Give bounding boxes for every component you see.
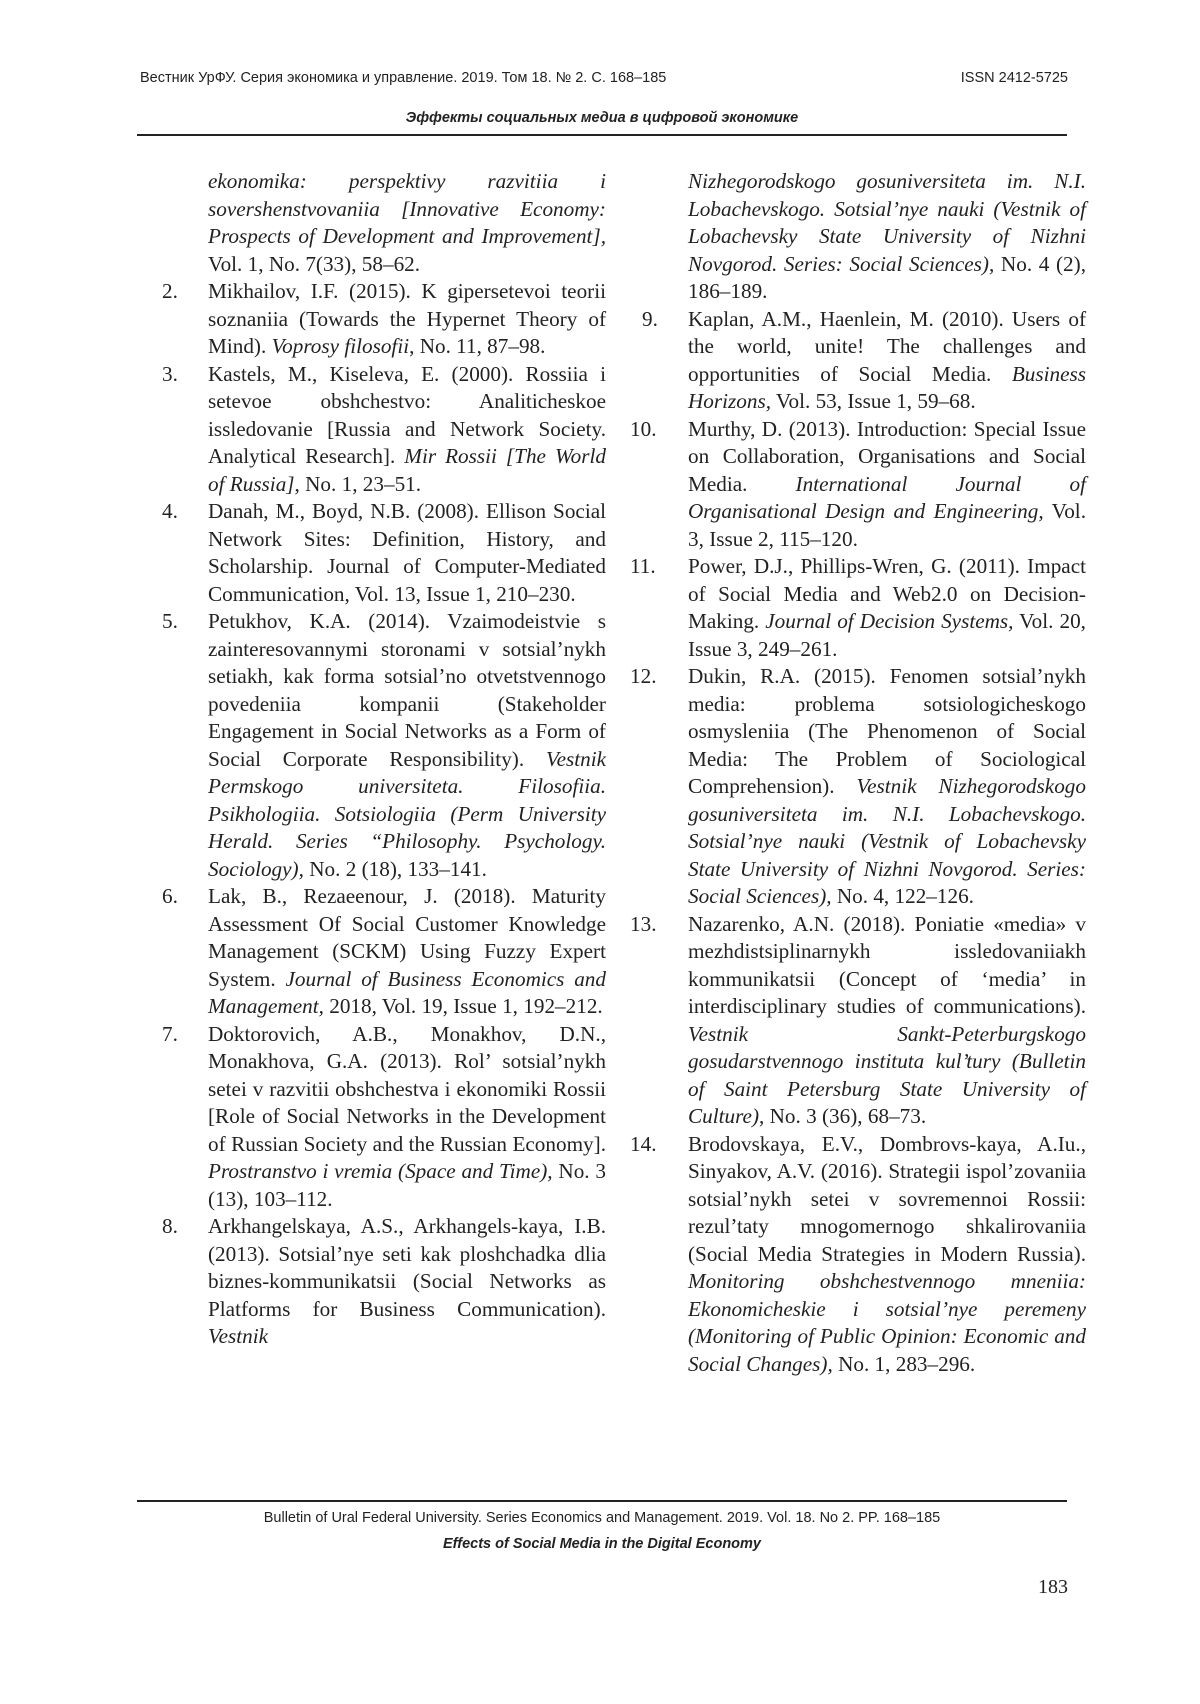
reference-text: Brodovskaya, E.V., Dombrovs-kaya, A.Iu., Sinyakov, A.V. (2016). Strategii ispol’zovaniia sotsial’nykh setei v sovremennoi Rossii: rezul’taty mnogomernogo shkalirovaniia (Social Media Strategies in Modern Russia). bbox=[688, 1131, 1086, 1266]
reference-item bbox=[150, 1213, 606, 1351]
reference-item bbox=[150, 498, 606, 608]
reference-source-italic: Vestnik Sankt-Peterburgskogo gosudarstvennogo instituta kul’tury (Bulletin of Saint Petersburg State University of Culture) bbox=[688, 1021, 1086, 1128]
reference-item bbox=[150, 1021, 606, 1214]
running-header-issn: ISSN 2412-5725 bbox=[960, 70, 1068, 86]
reference-item bbox=[630, 911, 1086, 1131]
reference-item bbox=[150, 361, 606, 499]
reference-text: Lak, B., Rezaeenour, J. (2018). Maturity Assessment Of Social Customer Knowledge Management (SCKM) Using Fuzzy Expert System. bbox=[208, 884, 606, 991]
reference-text: Murthy, D. (2013). Introduction: Special Issue on Collaboration, Organisations and Social Media. bbox=[688, 416, 1086, 496]
reference-source-italic: International Journal of Organisational Design and Engineering, bbox=[688, 471, 1086, 523]
reference-number: 4. bbox=[162, 499, 178, 523]
reference-number: 13. bbox=[630, 911, 657, 936]
reference-text: , No. 3 (36), 68–73. bbox=[759, 1104, 927, 1128]
reference-source-italic: ekonomika: perspektivy razvitiia i sovershenstvovaniia [Innovative Economy: Prospects of Development and Improvement], bbox=[208, 169, 606, 248]
reference-item bbox=[630, 553, 1086, 663]
reference-item bbox=[150, 883, 606, 1021]
reference-number: 6. bbox=[162, 884, 178, 908]
reference-number: 11. bbox=[630, 554, 656, 578]
reference-text: No. 4 (2), 186–189. bbox=[688, 251, 1086, 303]
reference-source-italic: Vestnik Nizhegorodskogo gosuniversiteta im. N.I. Lobachevskogo. Sotsial’nye nauki (Vestnik of Lobachevsky State University of Nizhni Novgorod. Series: Social Sciences), bbox=[688, 774, 1086, 908]
reference-text: Kastels, M., Kiseleva, E. (2000). Rossiia i setevoe obshchestvo: Analiticheskoe issledovanie [Russia and Network Society. Analytical Research]. bbox=[208, 361, 606, 468]
reference-text: Arkhangelskaya, A.S., Arkhangels-kaya, I.B. (2013). Sotsial’nye seti kak ploshchadka dlia biznes-kommunikatsii (Social Networks as Platforms for Business Communication). bbox=[208, 1214, 606, 1321]
reference-text: No. 2 (18), 133–141. bbox=[303, 856, 487, 881]
reference-text: Vol. 20, Issue 3, 249–261. bbox=[688, 609, 1086, 661]
reference-text: Vol. 1, No. 7(33), 58–62. bbox=[208, 251, 421, 276]
page-number: 183 bbox=[1038, 1576, 1068, 1598]
reference-source-italic: Nizhegorodskogo gosuniversiteta im. N.I. Lobachevskogo. Sotsial’nye nauki (Vestnik of Lobachevsky State University of Nizhni Novgorod. Series: Social Sciences), bbox=[688, 169, 1086, 276]
reference-text: No. 3 (13), 103–112. bbox=[208, 1159, 606, 1211]
reference-number: 5. bbox=[162, 609, 178, 633]
reference-source-italic: Business Horizons, bbox=[688, 361, 1086, 413]
reference-text: 2018, Vol. 19, Issue 1, 192–212. bbox=[323, 994, 603, 1018]
running-footer-journal: Bulletin of Ural Federal University. Series Economics and Management. 2019. Vol. 18. No 2. PP. 168–185 bbox=[263, 1510, 941, 1526]
reference-item bbox=[150, 168, 606, 278]
footer-rule bbox=[137, 1500, 1067, 1502]
reference-item bbox=[630, 168, 1086, 306]
references-left-column bbox=[150, 168, 606, 1351]
running-footer-title: Effects of Social Media in the Digital Economy bbox=[443, 1536, 761, 1552]
reference-number: 14. bbox=[630, 1131, 657, 1156]
reference-item bbox=[630, 663, 1086, 911]
reference-source-italic: Vestnik bbox=[208, 1324, 269, 1348]
reference-source-italic: Monitoring obshchestvennogo mneniia: Ekonomicheskie i sotsial’nye peremeny (Monitoring of Public Opinion: Economic and Social Changes), bbox=[688, 1269, 1086, 1376]
reference-source-italic: Mir Rossii [The World of Russia] bbox=[208, 444, 606, 496]
reference-item bbox=[150, 278, 606, 361]
reference-text: Power, D.J., Phillips-Wren, G. (2011). Impact of Social Media and Web2.0 on Decision-Making. bbox=[688, 554, 1086, 633]
reference-text: Danah, M., Boyd, N.B. (2008). Ellison Social Network Sites: Definition, History, and Scholarship. Journal of Computer-Mediated Communication, Vol. 13, Issue 1, 210–230. bbox=[208, 499, 606, 606]
reference-text: , No. 1, 23–51. bbox=[294, 471, 422, 496]
reference-number: 10. bbox=[630, 416, 657, 441]
reference-number: 9. bbox=[642, 306, 658, 331]
reference-text: , No. 11, 87–98. bbox=[409, 334, 546, 358]
reference-text: Petukhov, K.A. (2014). Vzaimodeistvie s zainteresovannymi storonami v sotsial’nykh setiakh, kak forma sotsial’no otvetstvennogo povedeniia kompanii (Stakeholder Engagement in Social Networks as a Form of Social Corporate Responsibility). bbox=[208, 609, 606, 771]
reference-source-italic: Journal of Decision Systems, bbox=[765, 609, 1014, 633]
reference-source-italic: Vestnik Permskogo universiteta. Filosofiia. Psikhologiia. Sotsiologiia (Perm University Herald. Series “Philosophy. Psychology. Sociology), bbox=[208, 746, 606, 881]
references-right-column bbox=[630, 168, 1086, 1378]
header-rule bbox=[137, 134, 1067, 136]
reference-text: Vol. 53, Issue 1, 59–68. bbox=[771, 389, 976, 413]
reference-source-italic: Journal of Business Economics and Management, bbox=[208, 966, 606, 1018]
reference-item bbox=[630, 306, 1086, 416]
reference-number: 12. bbox=[630, 664, 657, 688]
reference-text: Vol. 3, Issue 2, 115–120. bbox=[688, 499, 1086, 551]
reference-text: No. 1, 283–296. bbox=[832, 1351, 976, 1376]
reference-source-italic: Voprosy filosofii bbox=[271, 334, 410, 358]
reference-number: 3. bbox=[162, 361, 178, 386]
reference-text: Dukin, R.A. (2015). Fenomen sotsial’nykh media: problema sotsiologicheskogo osmysleniia (The Phenomenon of Social Media: The Problem of Sociological Comprehension). bbox=[688, 664, 1086, 798]
running-header-journal: Вестник УрФУ. Серия экономика и управление. 2019. Том 18. № 2. С. 168–185 bbox=[140, 70, 667, 86]
reference-item bbox=[150, 608, 606, 883]
reference-text: No. 4, 122–126. bbox=[831, 884, 974, 908]
reference-text: Nazarenko, A.N. (2018). Poniatie «media» v mezhdistsiplinarnykh issledovaniiakh kommunikatsii (Concept of ‘media’ in interdisciplinary studies of communications). bbox=[688, 911, 1086, 1018]
reference-item bbox=[630, 416, 1086, 554]
reference-text: Mikhailov, I.F. (2015). K gipersetevoi teorii soznaniia (Towards the Hypernet Theory of Mind). bbox=[208, 279, 606, 358]
reference-item bbox=[630, 1131, 1086, 1379]
reference-text: Doktorovich, A.B., Monakhov, D.N., Monakhova, G.A. (2013). Rol’ sotsial’nykh setei v razvitii obshchestva i ekonomiki Rossii [Role of Social Networks in the Development of Russian Society and the Russian Economy]. bbox=[208, 1021, 606, 1156]
running-header-title: Эффекты социальных медиа в цифровой экономике bbox=[405, 110, 799, 126]
reference-number: 8. bbox=[162, 1214, 178, 1238]
reference-source-italic: Prostranstvo i vremia (Space and Time), bbox=[208, 1159, 553, 1183]
reference-number: 7. bbox=[162, 1021, 178, 1046]
reference-text: Kaplan, A.M., Haenlein, M. (2010). Users of the world, unite! The challenges and opportunities of Social Media. bbox=[688, 306, 1086, 386]
reference-number: 2. bbox=[162, 279, 178, 303]
